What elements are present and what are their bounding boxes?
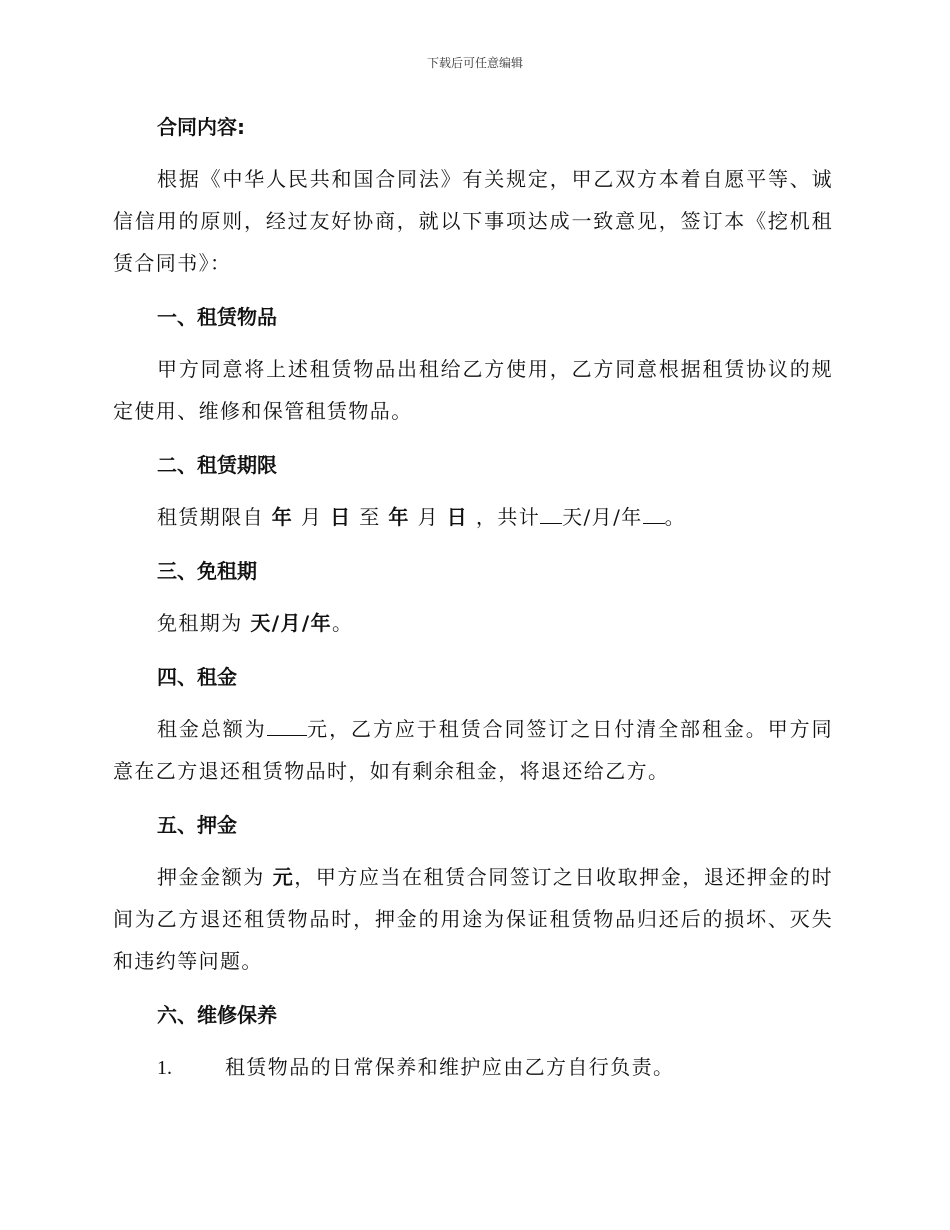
free-period-end: 。 — [331, 611, 354, 635]
section-1-body: 甲方同意将上述租赁物品出租给乙方使用，乙方同意根据租赁协议的规定使用、维修和保管租赁物品。 — [113, 357, 833, 423]
deposit-prefix: 押金金额为 — [157, 865, 273, 889]
section-2-body — [113, 496, 833, 538]
free-period-unit: 天/月/年 — [250, 611, 332, 635]
content-heading: 合同内容: — [157, 115, 245, 139]
list-item-number: 1. — [157, 1057, 172, 1079]
section-1-title: 一、租赁物品 — [157, 305, 277, 329]
total-unit: 天/月/年 — [562, 505, 643, 529]
total-blank — [540, 521, 562, 524]
list-item-text: 租赁物品的日常保养和维护应由乙方自行负责。 — [225, 1055, 675, 1079]
section-2-title: 二、租赁期限 — [157, 453, 277, 477]
rent-prefix: 租金总额为 — [157, 717, 267, 741]
start-month-label: 月 — [293, 505, 331, 529]
total-label: ，共计 — [468, 505, 541, 529]
start-year-label: 年 — [271, 505, 294, 529]
end-day-label: 日 — [446, 505, 469, 529]
start-day-label: 日 — [330, 505, 352, 529]
section-4-title: 四、租金 — [157, 665, 237, 689]
section-3-title: 三、免租期 — [157, 559, 257, 583]
contract-document — [113, 110, 833, 1089]
lease-term-prefix: 租赁期限自 — [157, 505, 272, 529]
end-year-label: 年 — [388, 505, 410, 529]
section-6-title: 六、维修保养 — [157, 1003, 277, 1027]
rent-rest: 元，乙方应于租赁合同签订之日付清全部租金。甲方同意在乙方退还租赁物品时，如有剩余租金，将退还给乙方。 — [113, 717, 833, 783]
section-3-body — [113, 602, 833, 644]
to-label: 至 — [351, 505, 389, 529]
list-item — [113, 1046, 833, 1089]
deposit-rest: ，甲方应当在租赁合同签订之日收取押金，退还押金的时间为乙方退还租赁物品时，押金的用途为保证租赁物品归还后的损坏、灭失和违约等问题。 — [113, 865, 834, 973]
total-blank-2 — [643, 521, 665, 524]
page-header-note: 下载后可任意编辑 — [426, 56, 523, 70]
intro-paragraph: 根据《中华人民共和国合同法》有关规定，甲乙双方本着自愿平等、诚信信用的原则，经过友好协商，就以下事项达成一致意见，签订本《挖机租赁合同书》： — [113, 167, 833, 275]
free-period-prefix: 免租期为 — [157, 611, 251, 635]
deposit-unit: 元 — [272, 865, 295, 889]
end-month-label: 月 — [409, 505, 447, 529]
rent-amount-blank — [267, 733, 307, 736]
section-4-body — [113, 708, 833, 792]
section-5-title: 五、押金 — [157, 813, 237, 837]
period-end: 。 — [664, 505, 687, 529]
section-5-body — [113, 856, 833, 982]
